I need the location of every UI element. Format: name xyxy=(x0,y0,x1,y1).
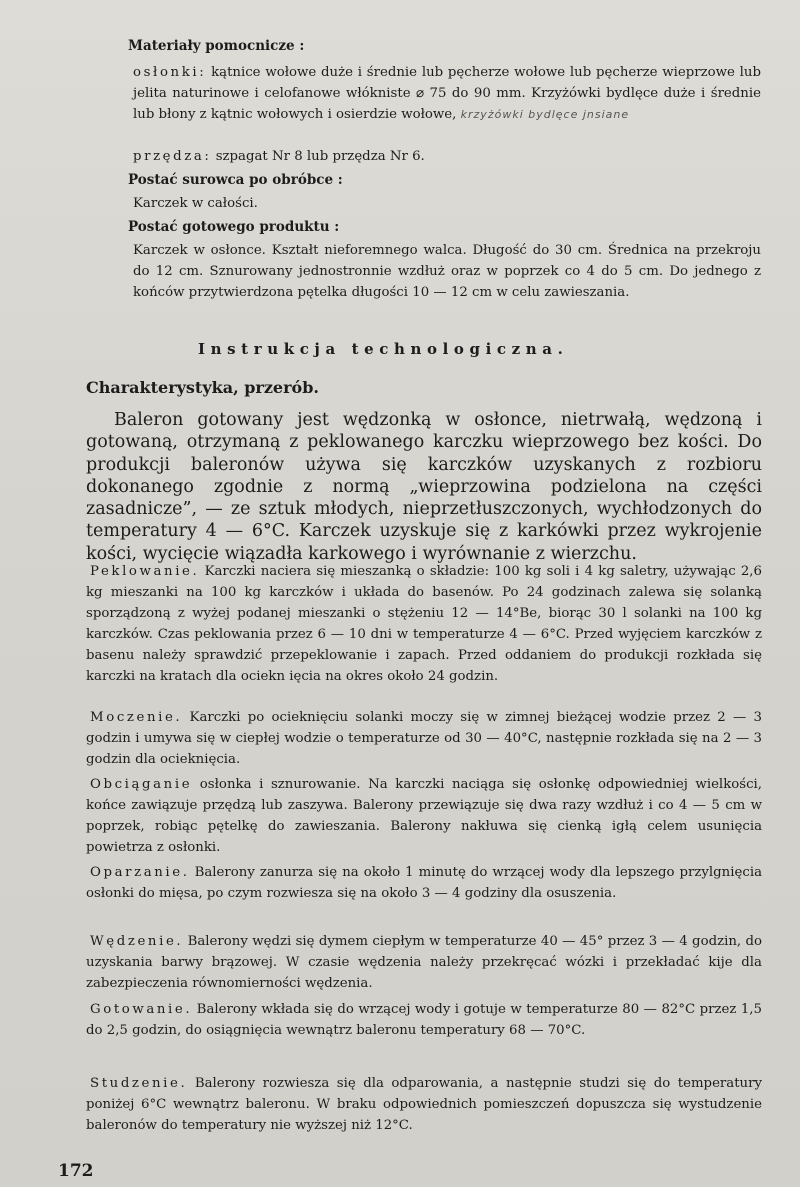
oslonki-label: osłonki: xyxy=(133,65,207,80)
step-label: Moczenie. xyxy=(90,710,183,725)
przedza-text: szpagat Nr 8 lub przędza Nr 6. xyxy=(215,149,425,164)
handwritten-note: krzyżówki bydlęce jnsiane xyxy=(460,108,630,121)
przedza-label: przędza: xyxy=(133,149,212,164)
step-label: Studzenie. xyxy=(90,1076,188,1091)
step-oparzanie xyxy=(86,862,762,904)
step-text: Karczki naciera się mieszanką o składzie: 100 kg soli i 4 kg saletry, używając 2,6 kg mieszanki na 100 kg karczków i układa do basenów. Po 24 godzinach zalewa się solanką sporządzoną z wyżej podanej mieszanki o stężeniu 12 — 14°Be, biorąc 30 l solanki na 100 kg karczków. Czas peklowania przez 6 — 10 dni w temperaturze 4 — 6°C. Przed wyjęciem karczków z basenu należy sprawdzić przepeklowanie i zapach. Przed oddaniem do produkcji rozkłada się karczki na kratach dla ociekn ięcia na okres około 24 godzin. xyxy=(86,564,762,684)
step-moczenie xyxy=(86,707,762,770)
step-label: Oparzanie. xyxy=(90,865,190,880)
step-obciaganie xyxy=(86,774,762,858)
step-label: Gotowanie. xyxy=(90,1002,193,1017)
step-text: Balerony wędzi się dymem ciepłym w temperaturze 40 — 45° przez 3 — 4 godzin, do uzyskania barwy brązowej. W czasie wędzenia należy przekręcać wózki i przekładać kije dla zabezpieczenia równomierności wędzenia. xyxy=(86,934,762,991)
raw-form-text: Karczek w całości. xyxy=(133,196,258,211)
step-gotowanie xyxy=(86,999,762,1041)
page-number: 172 xyxy=(58,1161,94,1181)
step-label: Wędzenie. xyxy=(90,934,184,949)
step-text: Karczki po ocieknięciu solanki moczy się w zimnej bieżącej wodzie przez 2 — 3 godzin i umywa się w ciepłej wodzie o temperaturze od 30 — 40°C, następnie rozkłada się na 2 — 3 godzin dla ocieknięcia. xyxy=(86,710,762,767)
section-subtitle: Charakterystyka, przerób. xyxy=(86,378,319,397)
step-text: Balerony wkłada się do wrzącej wody i gotuje w temperaturze 80 — 82°C przez 1,5 do 2,5 godzin, do osiągnięcia wewnątrz baleronu temperatury 68 — 70°C. xyxy=(86,1002,762,1038)
oslonki-text: kątnice wołowe duże i średnie lub pęcherze wołowe lub pęcherze wieprzowe lub jelita naturinowe i celofanowe włókniste ⌀ 75 do 90 mm. Krzyżówki bydlęce duże i średnie lub błony z kątnic wołowych i osierdzie wołowe, xyxy=(133,65,761,122)
raw-form-heading: Postać surowca po obróbce : xyxy=(128,172,343,188)
step-wedzenie xyxy=(86,931,762,994)
step-text: osłonka i sznurowanie. Na karczki naciąga się osłonkę odpowiedniej wielkości, końce zawiązuje przędzą lub zaszywa. Balerony przewiązuje się dwa razy wzdłuż i co 4 — 5 cm w poprzek, robiąc pętelkę do zawieszania. Balerony nakłuwa się cienką igłą celem usunięcia powietrza z osłonki. xyxy=(86,777,763,855)
step-label: Peklowanie. xyxy=(90,564,200,579)
aux-oslonki xyxy=(133,62,761,125)
step-text: Balerony rozwiesza się dla odparowania, a następnie studzi się do temperatury poniżej 6°C wewnątrz baleronu. W braku odpowiednich pomieszczeń dopuszcza się wystudzenie baleronów do temperatury nie wyższej niż 12°C. xyxy=(86,1076,762,1133)
step-studzenie xyxy=(86,1073,762,1136)
aux-heading: Materiały pomocnicze : xyxy=(128,38,305,54)
step-peklowanie xyxy=(86,561,762,687)
step-text: Balerony zanurza się na około 1 minutę do wrzącej wody dla lepszego przylgnięcia osłonki do mięsa, po czym rozwiesza się na około 3 — 4 godziny dla osuszenia. xyxy=(86,865,762,901)
finished-text: Karczek w osłonce. Kształt nieforemnego walca. Długość do 30 cm. Średnica na przekroju do 12 cm. Sznurowany jednostronnie wzdłuż oraz w poprzek co 4 do 5 cm. Do jednego z końców przytwierdzona pętelka długości 10 — 12 cm w celu zawieszania. xyxy=(133,243,761,300)
section-title: Instrukcja technologiczna. xyxy=(198,340,569,358)
intro-paragraph: Baleron gotowany jest wędzonką w osłonce, nietrwałą, wędzoną i gotowaną, otrzymaną z peklowanego karczku wieprzowego bez kości. Do produkcji baleronów używa się karczków uzyskanych z rozbioru dokonanego zgodnie z normą „wieprzowina podzielona na części zasadnicze”, — ze sztuk młodych, nieprzetłuszczonych, wychłodzonych do temperatury 4 — 6°C. Karczek uzyskuje się z karkówki przez wykrojenie kości, wycięcie wiązadła karkowego i wyrównanie z wierzchu. xyxy=(86,410,762,564)
step-label: Obciąganie xyxy=(90,777,193,792)
finished-heading: Postać gotowego produktu : xyxy=(128,219,340,235)
aux-przedza xyxy=(133,146,761,167)
